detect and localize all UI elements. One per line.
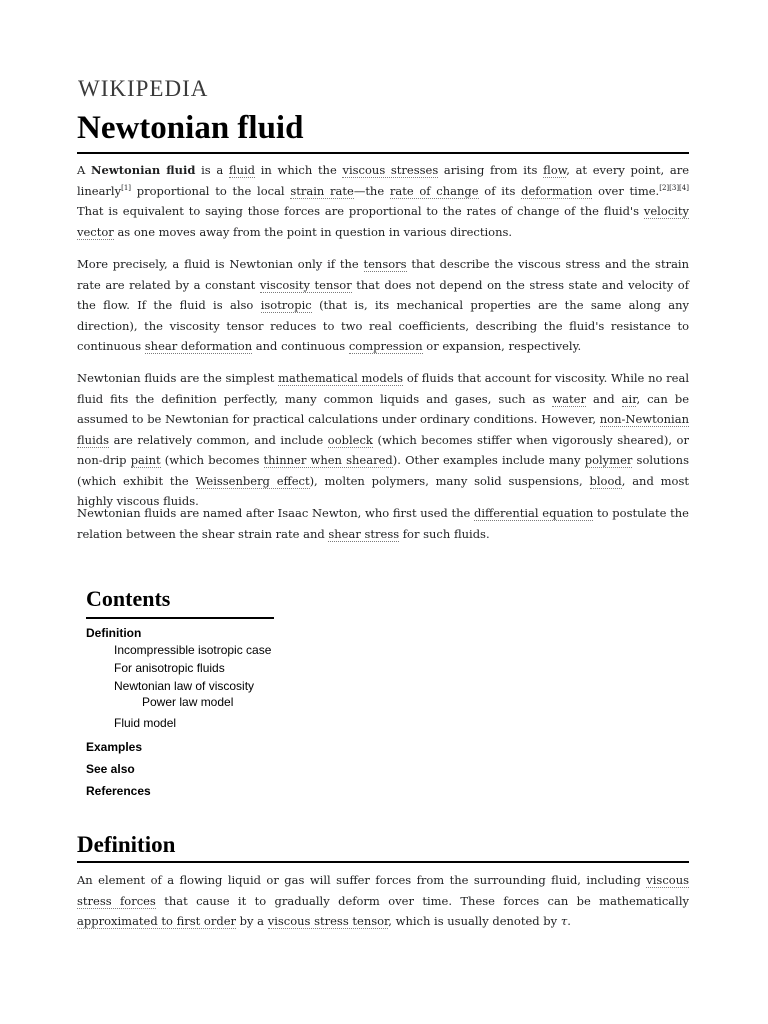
link-shear-stress[interactable]: shear stress — [328, 526, 400, 541]
intro-paragraph-4 — [77, 503, 689, 544]
link-fluid[interactable]: fluid — [228, 163, 256, 177]
toc-item-examples[interactable]: Examples — [86, 740, 143, 754]
text: —the — [353, 183, 390, 198]
toc-item-references[interactable]: References — [86, 784, 151, 798]
text: A — [77, 163, 91, 177]
link-approximated-to-first-order[interactable]: approximated to first order — [77, 914, 237, 928]
text: proportional to the local — [131, 183, 291, 198]
link-blood[interactable]: blood — [589, 473, 622, 488]
toc-item-see-also[interactable]: See also — [86, 762, 135, 776]
link-viscous-stresses[interactable]: viscous stresses — [342, 163, 439, 177]
text: ). Other examples include many — [392, 453, 585, 467]
text: that does not depend on the stress state and velocity of the flow. If the fluid is also — [77, 277, 689, 312]
text: (which becomes — [160, 453, 264, 467]
citation-1[interactable]: [1] — [121, 183, 132, 192]
text: by a — [236, 914, 268, 928]
link-viscous-stress-forces[interactable]: viscous stress forces — [77, 873, 689, 908]
link-water[interactable]: water — [552, 391, 586, 406]
text: or expansion, respectively. — [422, 339, 582, 353]
bold-term: Newtonian fluid — [91, 163, 196, 177]
link-differential-equation[interactable]: differential equation — [474, 506, 594, 520]
text: is a — [195, 163, 229, 177]
text: for such fluids. — [399, 526, 490, 541]
text: (that is, its mechanical properties are the same along any direction), the viscosity tensor reduces to two real coefficients, describing the fluid's resistance to continuous — [77, 298, 689, 353]
link-thinner-when-sheared[interactable]: thinner when sheared — [263, 453, 393, 467]
toc-item-for-anisotropic-fluids[interactable]: For anisotropic fluids — [114, 661, 225, 675]
toc-item-newtonian-law-of-viscosity[interactable]: Newtonian law of viscosity — [114, 679, 255, 693]
text: , which is usually denoted by — [388, 914, 561, 928]
text: that cause it to gradually deform over time. These forces can be mathematically — [155, 893, 689, 908]
intro-paragraph-2 — [77, 254, 689, 357]
link-tensors[interactable]: tensors — [363, 257, 407, 271]
text: That is equivalent to saying those forces are proportional to the rates of change of the fluid's — [77, 204, 644, 218]
math-tau: τ — [560, 914, 568, 928]
text: over time. — [592, 183, 660, 198]
link-deformation[interactable]: deformation — [521, 183, 593, 198]
link-flow[interactable]: flow — [543, 163, 567, 177]
text: Newtonian fluids are named after — [77, 506, 278, 520]
text: and continuous — [252, 339, 349, 353]
toc-item-definition[interactable]: Definition — [86, 626, 142, 640]
text: arising from its — [438, 163, 544, 177]
text: are relatively common, and include — [109, 432, 328, 447]
text: as one moves away from the point in question in various directions. — [113, 224, 513, 239]
text: to postulate the relation between the shear strain rate and — [77, 506, 689, 541]
text: solutions (which exhibit the — [77, 453, 689, 488]
toc-item-fluid-model[interactable]: Fluid model — [114, 716, 177, 730]
intro-paragraph-3 — [77, 368, 689, 512]
text: . — [567, 914, 571, 928]
text: , at every point, are linearly — [77, 163, 690, 198]
definition-paragraph-1 — [77, 870, 689, 932]
link-oobleck[interactable]: oobleck — [327, 432, 373, 447]
text: , and most highly viscous fluids. — [77, 473, 689, 508]
text: that describe the viscous stress and the strain rate are related by a constant — [77, 257, 690, 292]
text: More precisely, a fluid is Newtonian only if the — [77, 257, 364, 271]
text: , can be assumed to be Newtonian for practical calculations under ordinary conditions. However, — [77, 391, 690, 426]
link-polymer[interactable]: polymer — [584, 453, 633, 467]
link-air[interactable]: air — [621, 391, 637, 406]
text: of its — [478, 183, 522, 198]
wikipedia-wordmark[interactable]: WIKIPEDIA — [78, 76, 209, 101]
text: An element of a flowing liquid or gas will suffer forces from the surrounding fluid, including — [77, 873, 647, 887]
link-strain-rate[interactable]: strain rate — [290, 183, 354, 198]
text: ), molten polymers, many solid suspensions, — [309, 473, 590, 488]
link-viscosity-tensor[interactable]: viscosity tensor — [259, 277, 352, 292]
text: , who first used the — [357, 506, 474, 520]
link-isotropic[interactable]: isotropic — [260, 298, 312, 312]
link-paint[interactable]: paint — [130, 453, 161, 467]
text: and — [585, 391, 622, 406]
toc-item-incompressible-isotropic-case[interactable]: Incompressible isotropic case — [114, 643, 272, 657]
text: Newtonian fluids are the simplest — [77, 371, 279, 385]
toc-item-power-law-model[interactable]: Power law model — [142, 695, 234, 709]
text: (which becomes stiffer when vigorously sheared), or non-drip — [77, 432, 689, 467]
link-shear-deformation[interactable]: shear deformation — [144, 339, 253, 353]
citation-2-3-4[interactable]: [2][3][4] — [659, 183, 689, 192]
link-velocity-vector[interactable]: velocity vector — [77, 204, 689, 239]
text: in which the — [255, 163, 343, 177]
link-mathematical-models[interactable]: mathematical models — [278, 371, 404, 385]
link-viscous-stress-tensor[interactable]: viscous stress tensor — [267, 914, 389, 928]
table-of-contents — [86, 586, 346, 798]
link-weissenberg-effect[interactable]: Weissenberg effect — [195, 473, 310, 488]
page-title: Newtonian fluid — [77, 110, 689, 154]
text-isaac-newton: Isaac Newton — [277, 506, 358, 520]
section-heading-definition: Definition — [77, 832, 689, 863]
link-non-newtonian-fluids[interactable]: non-Newtonian fluids — [77, 412, 689, 447]
intro-paragraph-1 — [77, 160, 689, 242]
link-compression[interactable]: compression — [348, 339, 423, 353]
text: of fluids that account for viscosity. While no real fluid fits the definition perfectly, many common liquids and gases, such as — [77, 371, 689, 406]
link-rate-of-change[interactable]: rate of change — [389, 183, 479, 198]
toc-title: Contents — [86, 586, 274, 619]
